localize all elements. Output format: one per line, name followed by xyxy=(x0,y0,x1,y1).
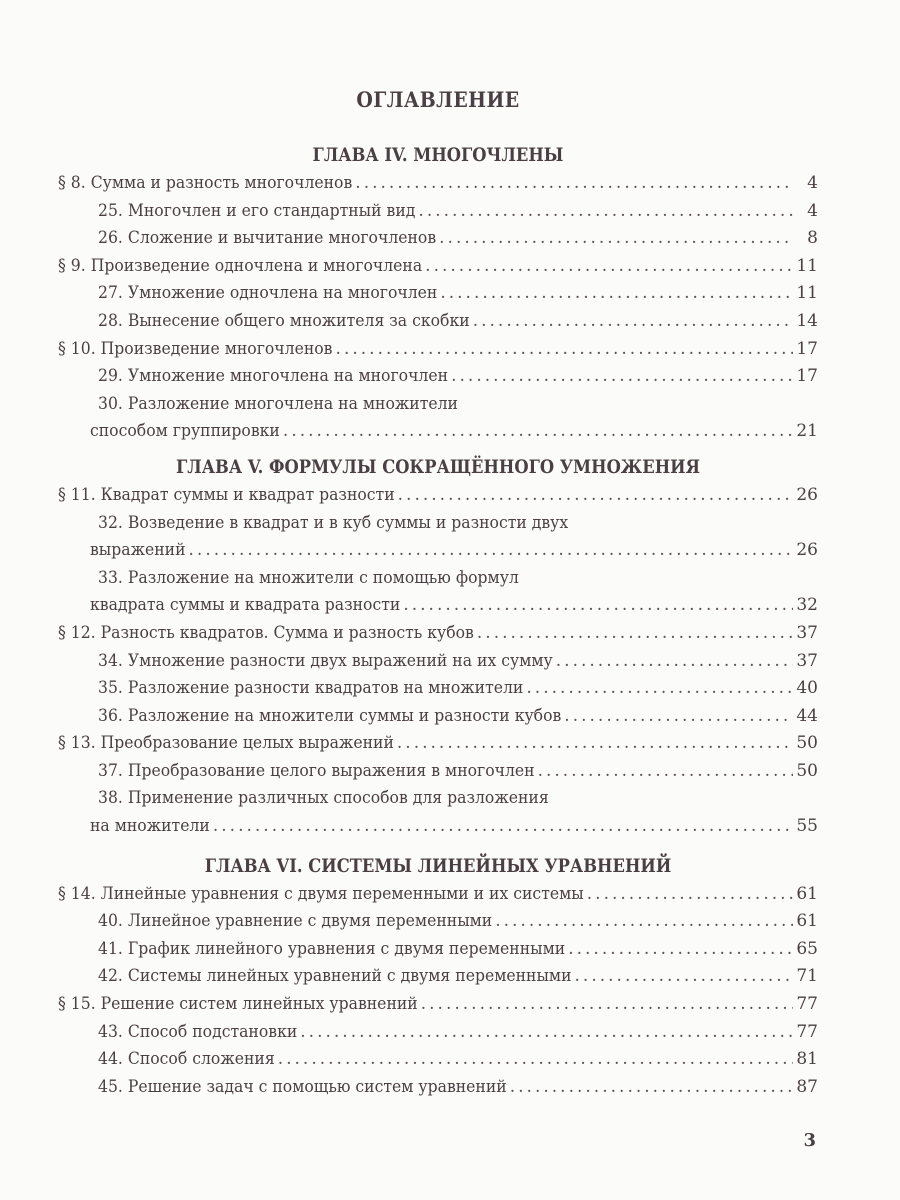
entry-title: квадрата суммы и квадрата разности xyxy=(90,595,401,616)
dot-leader xyxy=(575,963,793,991)
entry-page-number: 14 xyxy=(796,310,818,331)
entry-number: 28. xyxy=(98,310,123,331)
dot-leader xyxy=(440,280,793,308)
toc-subsection-entry[interactable] xyxy=(58,675,818,703)
entry-page-number: 11 xyxy=(796,255,818,276)
entry-label xyxy=(98,391,458,419)
dot-leader xyxy=(213,813,793,841)
entry-number: § 11. xyxy=(58,484,96,505)
toc-section-entry[interactable] xyxy=(58,620,818,648)
entry-title: Разложение разности квадратов на множители xyxy=(127,678,524,699)
dot-leader xyxy=(473,308,793,336)
entry-label xyxy=(98,675,523,703)
dot-leader xyxy=(398,482,793,510)
entry-page-number: 81 xyxy=(796,1049,818,1070)
entry-number: 40. xyxy=(98,911,123,932)
entry-title: Линейное уравнение с двумя переменными xyxy=(127,911,493,932)
entry-label xyxy=(98,198,415,226)
entry-label xyxy=(58,730,394,758)
toc-subsection-entry[interactable] xyxy=(58,1074,818,1102)
entry-label xyxy=(98,308,470,336)
dot-leader xyxy=(538,758,793,786)
entry-page-number: 50 xyxy=(796,733,818,754)
dot-leader xyxy=(421,991,793,1019)
entry-label xyxy=(98,225,436,253)
entry-title: выражений xyxy=(90,540,186,561)
toc-section-entry[interactable] xyxy=(58,881,818,909)
entry-number: 43. xyxy=(98,1021,123,1042)
entry-label xyxy=(58,253,422,281)
entry-title: Квадрат суммы и квадрат разности xyxy=(100,484,395,505)
chapter-heading: ГЛАВА V. ФОРМУЛЫ СОКРАЩЁННОГО УМНОЖЕНИЯ xyxy=(176,455,700,478)
entry-page-number: 11 xyxy=(796,283,818,304)
toc-subsection-entry[interactable] xyxy=(58,936,818,964)
entry-page-number: 77 xyxy=(796,1021,818,1042)
entry-number: 37. xyxy=(98,760,123,781)
toc-subsection-entry[interactable] xyxy=(58,308,818,336)
entry-page-number: 87 xyxy=(796,1076,818,1097)
entry-title: Многочлен и его стандартный вид xyxy=(127,200,416,221)
entry-label xyxy=(58,991,418,1019)
entry-number: 29. xyxy=(98,366,123,387)
dot-leader xyxy=(336,336,793,364)
entry-label xyxy=(58,336,332,364)
entry-title: Способ подстановки xyxy=(127,1021,298,1042)
toc-entry-continuation[interactable] xyxy=(58,537,818,565)
entry-page-number: 40 xyxy=(796,678,818,699)
entry-number: 35. xyxy=(98,678,123,699)
entry-title: Возведение в квадрат и в куб суммы и разности двух xyxy=(127,512,569,533)
dot-leader xyxy=(568,936,793,964)
chapter-heading: ГЛАВА VI. СИСТЕМЫ ЛИНЕЙНЫХ УРАВНЕНИЙ xyxy=(204,854,672,877)
toc-subsection-entry[interactable] xyxy=(58,1046,818,1074)
dot-leader xyxy=(526,675,793,703)
entry-label xyxy=(58,620,474,648)
dot-leader xyxy=(300,1019,793,1047)
entry-page-number: 61 xyxy=(796,883,818,904)
entry-label xyxy=(90,418,280,446)
dot-leader xyxy=(564,703,793,731)
entry-number: § 15. xyxy=(58,994,96,1015)
entry-page-number: 77 xyxy=(796,994,818,1015)
dot-leader xyxy=(278,1046,793,1074)
toc-subsection-entry[interactable] xyxy=(58,963,818,991)
entry-page-number: 65 xyxy=(796,938,818,959)
dot-leader xyxy=(403,592,793,620)
dot-leader xyxy=(355,170,793,198)
entry-title: Разложение на множители с помощью формул xyxy=(127,567,519,588)
entry-page-number: 55 xyxy=(796,816,818,837)
entry-label xyxy=(98,758,535,786)
dot-leader xyxy=(556,648,793,676)
toc-section-entry[interactable] xyxy=(58,253,818,281)
entry-title: Способ сложения xyxy=(127,1049,275,1070)
entry-page-number: 26 xyxy=(796,484,818,505)
toc-subsection-entry[interactable] xyxy=(58,908,818,936)
entry-number: 33. xyxy=(98,567,123,588)
entry-title: Умножение многочлена на многочлен xyxy=(127,366,449,387)
entry-number: 41. xyxy=(98,938,123,959)
entry-label xyxy=(98,936,565,964)
dot-leader xyxy=(425,253,793,281)
entry-page-number: 50 xyxy=(796,760,818,781)
entry-number: 27. xyxy=(98,283,123,304)
entry-number: 36. xyxy=(98,705,123,726)
entry-number: 32. xyxy=(98,512,123,533)
entry-label xyxy=(98,363,448,391)
entry-number: § 8. xyxy=(58,173,86,193)
entry-number: 44. xyxy=(98,1049,123,1070)
entry-title: Вынесение общего множителя за скобки xyxy=(127,310,470,331)
toc-subsection-entry[interactable] xyxy=(58,648,818,676)
entry-label xyxy=(98,785,549,813)
entry-title: Произведение одночлена и многочлена xyxy=(90,255,423,276)
page-number: 3 xyxy=(803,1130,816,1151)
entry-title: Произведение многочленов xyxy=(100,338,333,359)
entry-page-number: 17 xyxy=(796,366,818,387)
entry-title: способом группировки xyxy=(90,421,280,442)
toc-subsection-entry[interactable] xyxy=(58,703,818,731)
entry-title: Разложение многочлена на множители xyxy=(127,393,458,414)
entry-number: 25. xyxy=(98,200,123,221)
toc-section-entry[interactable] xyxy=(58,730,818,758)
entry-number: § 14. xyxy=(58,883,96,904)
entry-title: Разложение на множители суммы и разности кубов xyxy=(127,705,562,726)
entry-title: Разность квадратов. Сумма и разность кубов xyxy=(100,622,474,643)
dot-leader xyxy=(510,1074,793,1102)
entry-number: § 13. xyxy=(58,733,96,754)
entry-label xyxy=(98,565,519,593)
entry-label xyxy=(58,170,352,198)
entry-label xyxy=(90,537,186,565)
dot-leader xyxy=(418,198,793,226)
toc-subsection-entry[interactable] xyxy=(58,225,818,253)
dot-leader xyxy=(587,881,793,909)
entry-page-number: 61 xyxy=(796,911,818,932)
entry-label xyxy=(90,592,400,620)
entry-title: Решение задач с помощью систем уравнений xyxy=(127,1076,507,1097)
dot-leader xyxy=(283,418,793,446)
dot-leader xyxy=(397,730,793,758)
entry-label xyxy=(98,963,572,991)
entry-label xyxy=(98,648,553,676)
toc-entry-continuation[interactable] xyxy=(58,592,818,620)
entry-title: График линейного уравнения с двумя переменными xyxy=(127,938,566,959)
entry-page-number: 4 xyxy=(807,173,818,193)
dot-leader xyxy=(495,908,793,936)
toc-subsection-entry[interactable] xyxy=(58,280,818,308)
entry-title: Сумма и разность многочленов xyxy=(90,173,353,193)
dot-leader xyxy=(477,620,793,648)
entry-title: Линейные уравнения с двумя переменными и их системы xyxy=(100,883,584,904)
entry-title: на множители xyxy=(90,816,210,837)
entry-number: 26. xyxy=(98,228,123,249)
dot-leader xyxy=(451,363,793,391)
entry-label xyxy=(98,1074,507,1102)
table-of-contents xyxy=(58,82,818,1101)
entry-page-number: 4 xyxy=(807,200,818,221)
entry-page-number: 44 xyxy=(796,705,818,726)
entry-label xyxy=(98,510,568,538)
toc-subsection-entry[interactable] xyxy=(58,565,818,593)
entry-page-number: 37 xyxy=(796,622,818,643)
entry-number: § 10. xyxy=(58,338,96,359)
entry-label xyxy=(98,1046,275,1074)
toc-subsection-entry[interactable] xyxy=(58,510,818,538)
entry-title: Применение различных способов для разложения xyxy=(127,788,549,809)
entry-title: Системы линейных уравнений с двумя переменными xyxy=(127,966,572,987)
entry-page-number: 71 xyxy=(796,966,818,987)
toc-subsection-entry[interactable] xyxy=(58,363,818,391)
toc-section-entry[interactable] xyxy=(58,482,818,510)
page-title: ОГЛАВЛЕНИЕ xyxy=(356,87,520,112)
toc-section-entry[interactable] xyxy=(58,991,818,1019)
toc-subsection-entry[interactable] xyxy=(58,785,818,813)
entry-label xyxy=(98,280,437,308)
dot-leader xyxy=(439,225,793,253)
entry-page-number: 17 xyxy=(796,338,818,359)
entry-title: Умножение одночлена на многочлен xyxy=(127,283,438,304)
entry-page-number: 32 xyxy=(796,595,818,616)
toc-section-entry[interactable] xyxy=(58,170,818,198)
toc-subsection-entry[interactable] xyxy=(58,391,818,419)
toc-section-entry[interactable] xyxy=(58,336,818,364)
entry-number: 34. xyxy=(98,650,123,671)
entry-number: 42. xyxy=(98,966,123,987)
entry-title: Преобразование целого выражения в многочлен xyxy=(127,760,535,781)
entry-title: Преобразование целых выражений xyxy=(100,733,394,754)
entry-number: 45. xyxy=(98,1076,123,1097)
entry-number: § 9. xyxy=(58,255,86,276)
entry-number: § 12. xyxy=(58,622,96,643)
toc-subsection-entry[interactable] xyxy=(58,758,818,786)
entry-label xyxy=(58,482,395,510)
entry-page-number: 26 xyxy=(796,540,818,561)
entry-title: Умножение разности двух выражений на их сумму xyxy=(127,650,553,671)
chapter-heading: ГЛАВА IV. МНОГОЧЛЕНЫ xyxy=(312,144,564,166)
dot-leader xyxy=(189,537,794,565)
entry-number: 30. xyxy=(98,393,123,414)
entry-title: Решение систем линейных уравнений xyxy=(100,994,418,1015)
toc-subsection-entry[interactable] xyxy=(58,198,818,226)
toc-subsection-entry[interactable] xyxy=(58,1019,818,1047)
entry-page-number: 37 xyxy=(796,650,818,671)
entry-label xyxy=(98,1019,297,1047)
toc-entry-continuation[interactable] xyxy=(58,418,818,446)
entry-page-number: 8 xyxy=(807,228,818,249)
entry-title: Сложение и вычитание многочленов xyxy=(127,228,437,249)
entry-label xyxy=(98,908,492,936)
toc-body xyxy=(58,140,818,1101)
entry-page-number: 21 xyxy=(796,421,818,442)
toc-entry-continuation[interactable] xyxy=(58,813,818,841)
entry-label xyxy=(90,813,210,841)
entry-label xyxy=(58,881,584,909)
entry-label xyxy=(98,703,561,731)
entry-number: 38. xyxy=(98,788,123,809)
